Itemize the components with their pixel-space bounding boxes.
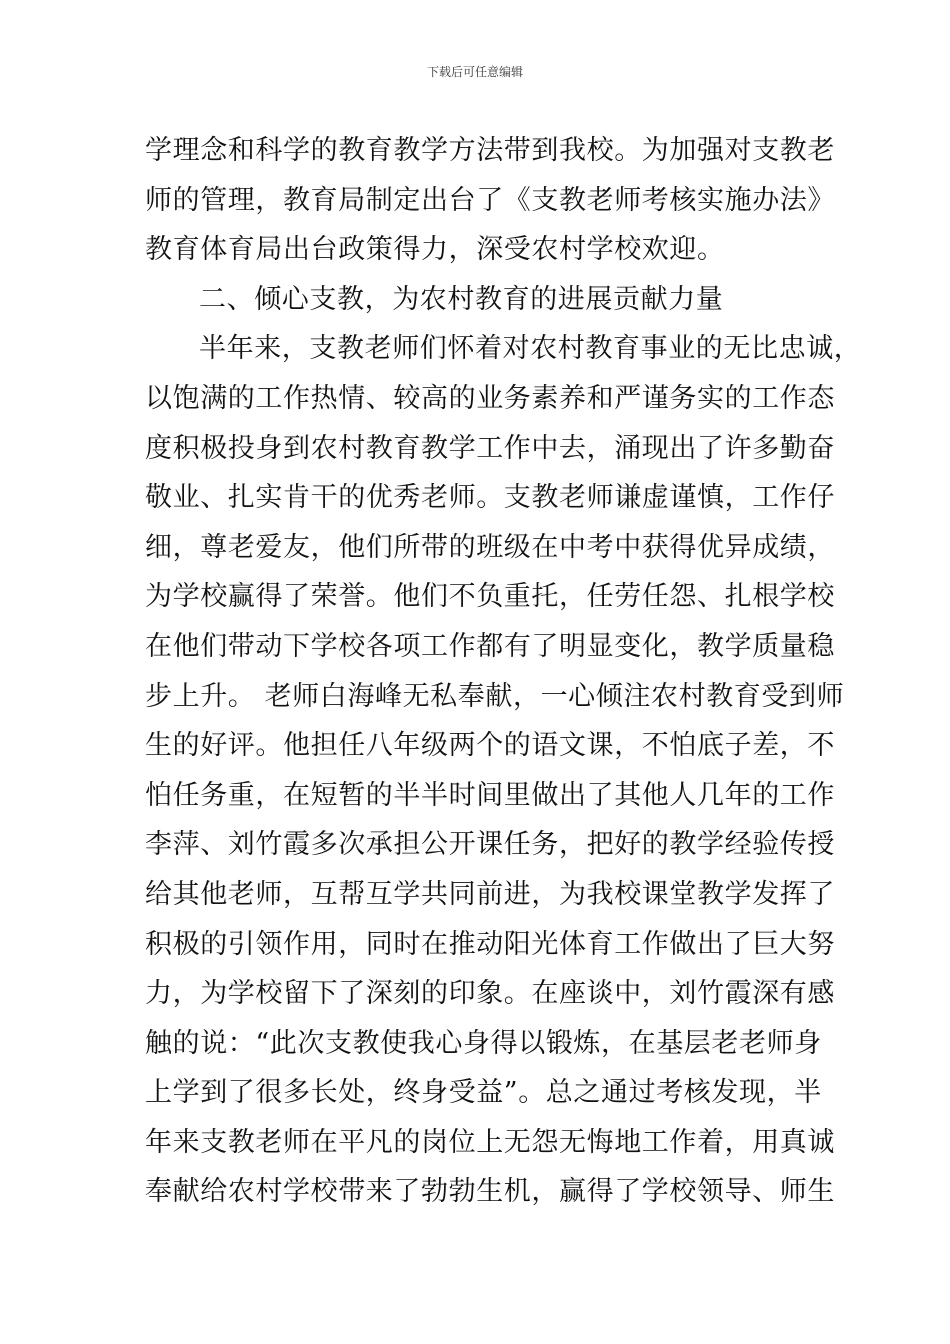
text-line: 敬业、扎实肯干的优秀老师。支教老师谦虚谨慎，工作仔 — [145, 482, 835, 514]
text-line: 积极的引领作用，同时在推动阳光体育工作做出了巨大努 — [145, 928, 835, 960]
text-line: 年来支教老师在平凡的岗位上无怨无悔地工作着，用真诚 — [145, 1126, 835, 1158]
text-line: 力，为学校留下了深刻的印象。在座谈中，刘竹霞深有感 — [145, 978, 835, 1010]
page-header: 下载后可任意编辑 — [426, 65, 523, 79]
text-line: 步上升。 老师白海峰无私奉献，一心倾注农村教育受到师 — [145, 680, 845, 712]
text-line: 生的好评。他担任八年级两个的语文课，不怕底子差，不 — [145, 730, 835, 762]
text-line: 度积极投身到农村教育教学工作中去，涌现出了许多勤奋 — [145, 432, 835, 464]
text-line: 细，尊老爱友，他们所带的班级在中考中获得优异成绩， — [145, 531, 835, 563]
text-line: 教育体育局出台政策得力，深受农村学校欢迎。 — [145, 234, 725, 266]
text-line: 李萍、刘竹霞多次承担公开课任务，把好的教学经验传授 — [145, 829, 835, 861]
text-line: 以饱满的工作热情、较高的业务素养和严谨务实的工作态 — [145, 382, 835, 414]
text-line: 在他们带动下学校各项工作都有了明显变化，教学质量稳 — [145, 630, 835, 662]
document-body — [145, 126, 862, 1217]
text-line: 师的管理，教育局制定出台了《支教老师考核实施办法》 — [145, 184, 835, 216]
text-line: 触的说：“此次支教使我心身得以锻炼，在基层老老师身 — [145, 1027, 822, 1059]
text-line: 上学到了很多长处，终身受益”。总之通过考核发现，半 — [145, 1077, 822, 1109]
text-line: 怕任务重，在短暂的半半时间里做出了其他人几年的工作 — [145, 779, 835, 811]
text-line: 学理念和科学的教育教学方法带到我校。为加强对支教老 — [145, 135, 835, 166]
text-line: 给其他老师，互帮互学共同前进，为我校课堂教学发挥了 — [145, 878, 835, 910]
section-heading: 二、倾心支教，为农村教育的进展贡献力量 — [199, 283, 724, 315]
text-line: 为学校赢得了荣誉。他们不负重托，任劳任怨、扎根学校 — [145, 581, 835, 613]
text-line: 奉献给农村学校带来了勃勃生机，赢得了学校领导、师生 — [145, 1176, 835, 1208]
text-line: 半年来，支教老师们怀着对农村教育事业的无比忠诚， — [199, 333, 862, 365]
